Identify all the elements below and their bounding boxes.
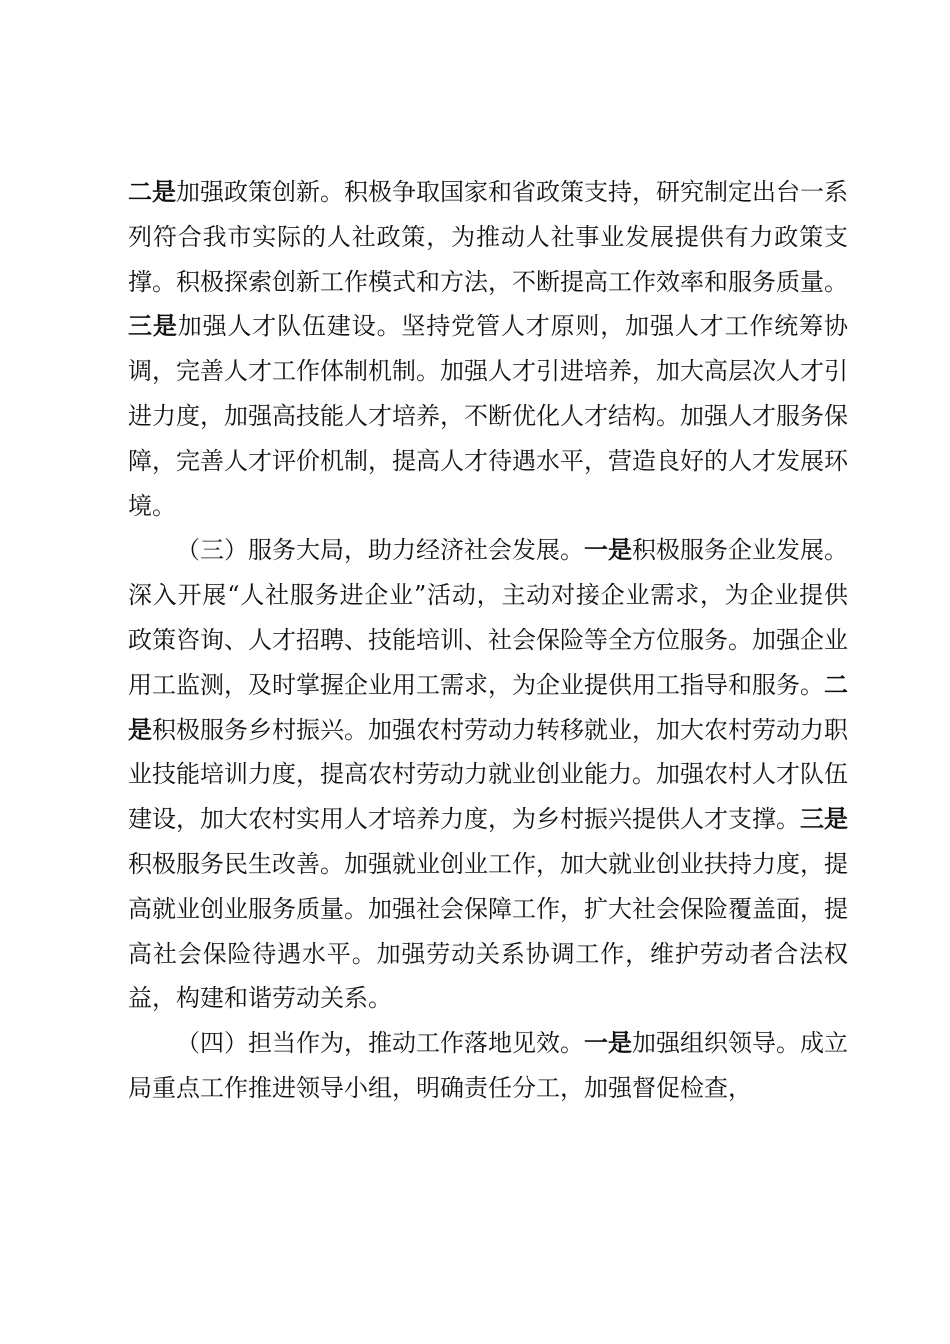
paragraph-section-three [128, 528, 848, 1021]
paragraph-policy-talent [128, 170, 848, 528]
section-heading: （三）服务大局，助力经济社会发展。 [176, 536, 584, 565]
bold-marker: 三是 [128, 312, 178, 341]
paragraph-text: 加强人才队伍建设。坚持党管人才原则，加强人才工作统筹协调，完善人才工作体制机制。加强人才引进培养，加大高层次人才引进力度，加强高技能人才培养，不断优化人才结构。加强人才服务保障，完善人才评价机制，提高人才待遇水平，营造良好的人才发展环境。 [128, 312, 849, 520]
paragraph-text: 加强组织领导。成立局重点工作推进领导小组，明确责任分工，加强督促检查， [128, 1029, 848, 1102]
bold-marker: 二是 [128, 178, 176, 206]
bold-marker: 二是 [128, 670, 848, 744]
bold-marker: 一是 [584, 1029, 632, 1058]
bold-marker: 一是 [584, 536, 632, 565]
paragraph-text: 积极服务乡村振兴。加强农村劳动力转移就业，加大农村劳动力职业技能培训力度，提高农村劳动力就业创业能力。加强农村人才队伍建设，加大农村实用人才培养力度，为乡村振兴提供人才支撑。 [128, 715, 848, 834]
document-body [128, 170, 848, 1111]
paragraph-section-four [128, 1021, 848, 1111]
paragraph-text: 积极服务民生改善。加强就业创业工作，加大就业创业扶持力度，提高就业创业服务质量。加强社会保障工作，扩大社会保险覆盖面，提高社会保险待遇水平。加强劳动关系协调工作，维护劳动者合法权益，构建和谐劳动关系。 [128, 849, 848, 1013]
paragraph-text: 加强政策创新。积极争取国家和省政策支持，研究制定出台一系列符合我市实际的人社政策，为推动人社事业发展提供有力政策支撑。积极探索创新工作模式和方法，不断提高工作效率和服务质量。 [128, 178, 848, 296]
section-heading: （四）担当作为，推动工作落地见效。 [176, 1029, 584, 1058]
paragraph-text: 积极服务企业发展。深入开展“人社服务进企业”活动，主动对接企业需求，为企业提供政策咨询、人才招聘、技能培训、社会保险等全方位服务。加强企业用工监测，及时掌握企业用工需求，为企业提供用工指导和服务。 [128, 536, 848, 699]
bold-marker: 三是 [800, 805, 848, 834]
